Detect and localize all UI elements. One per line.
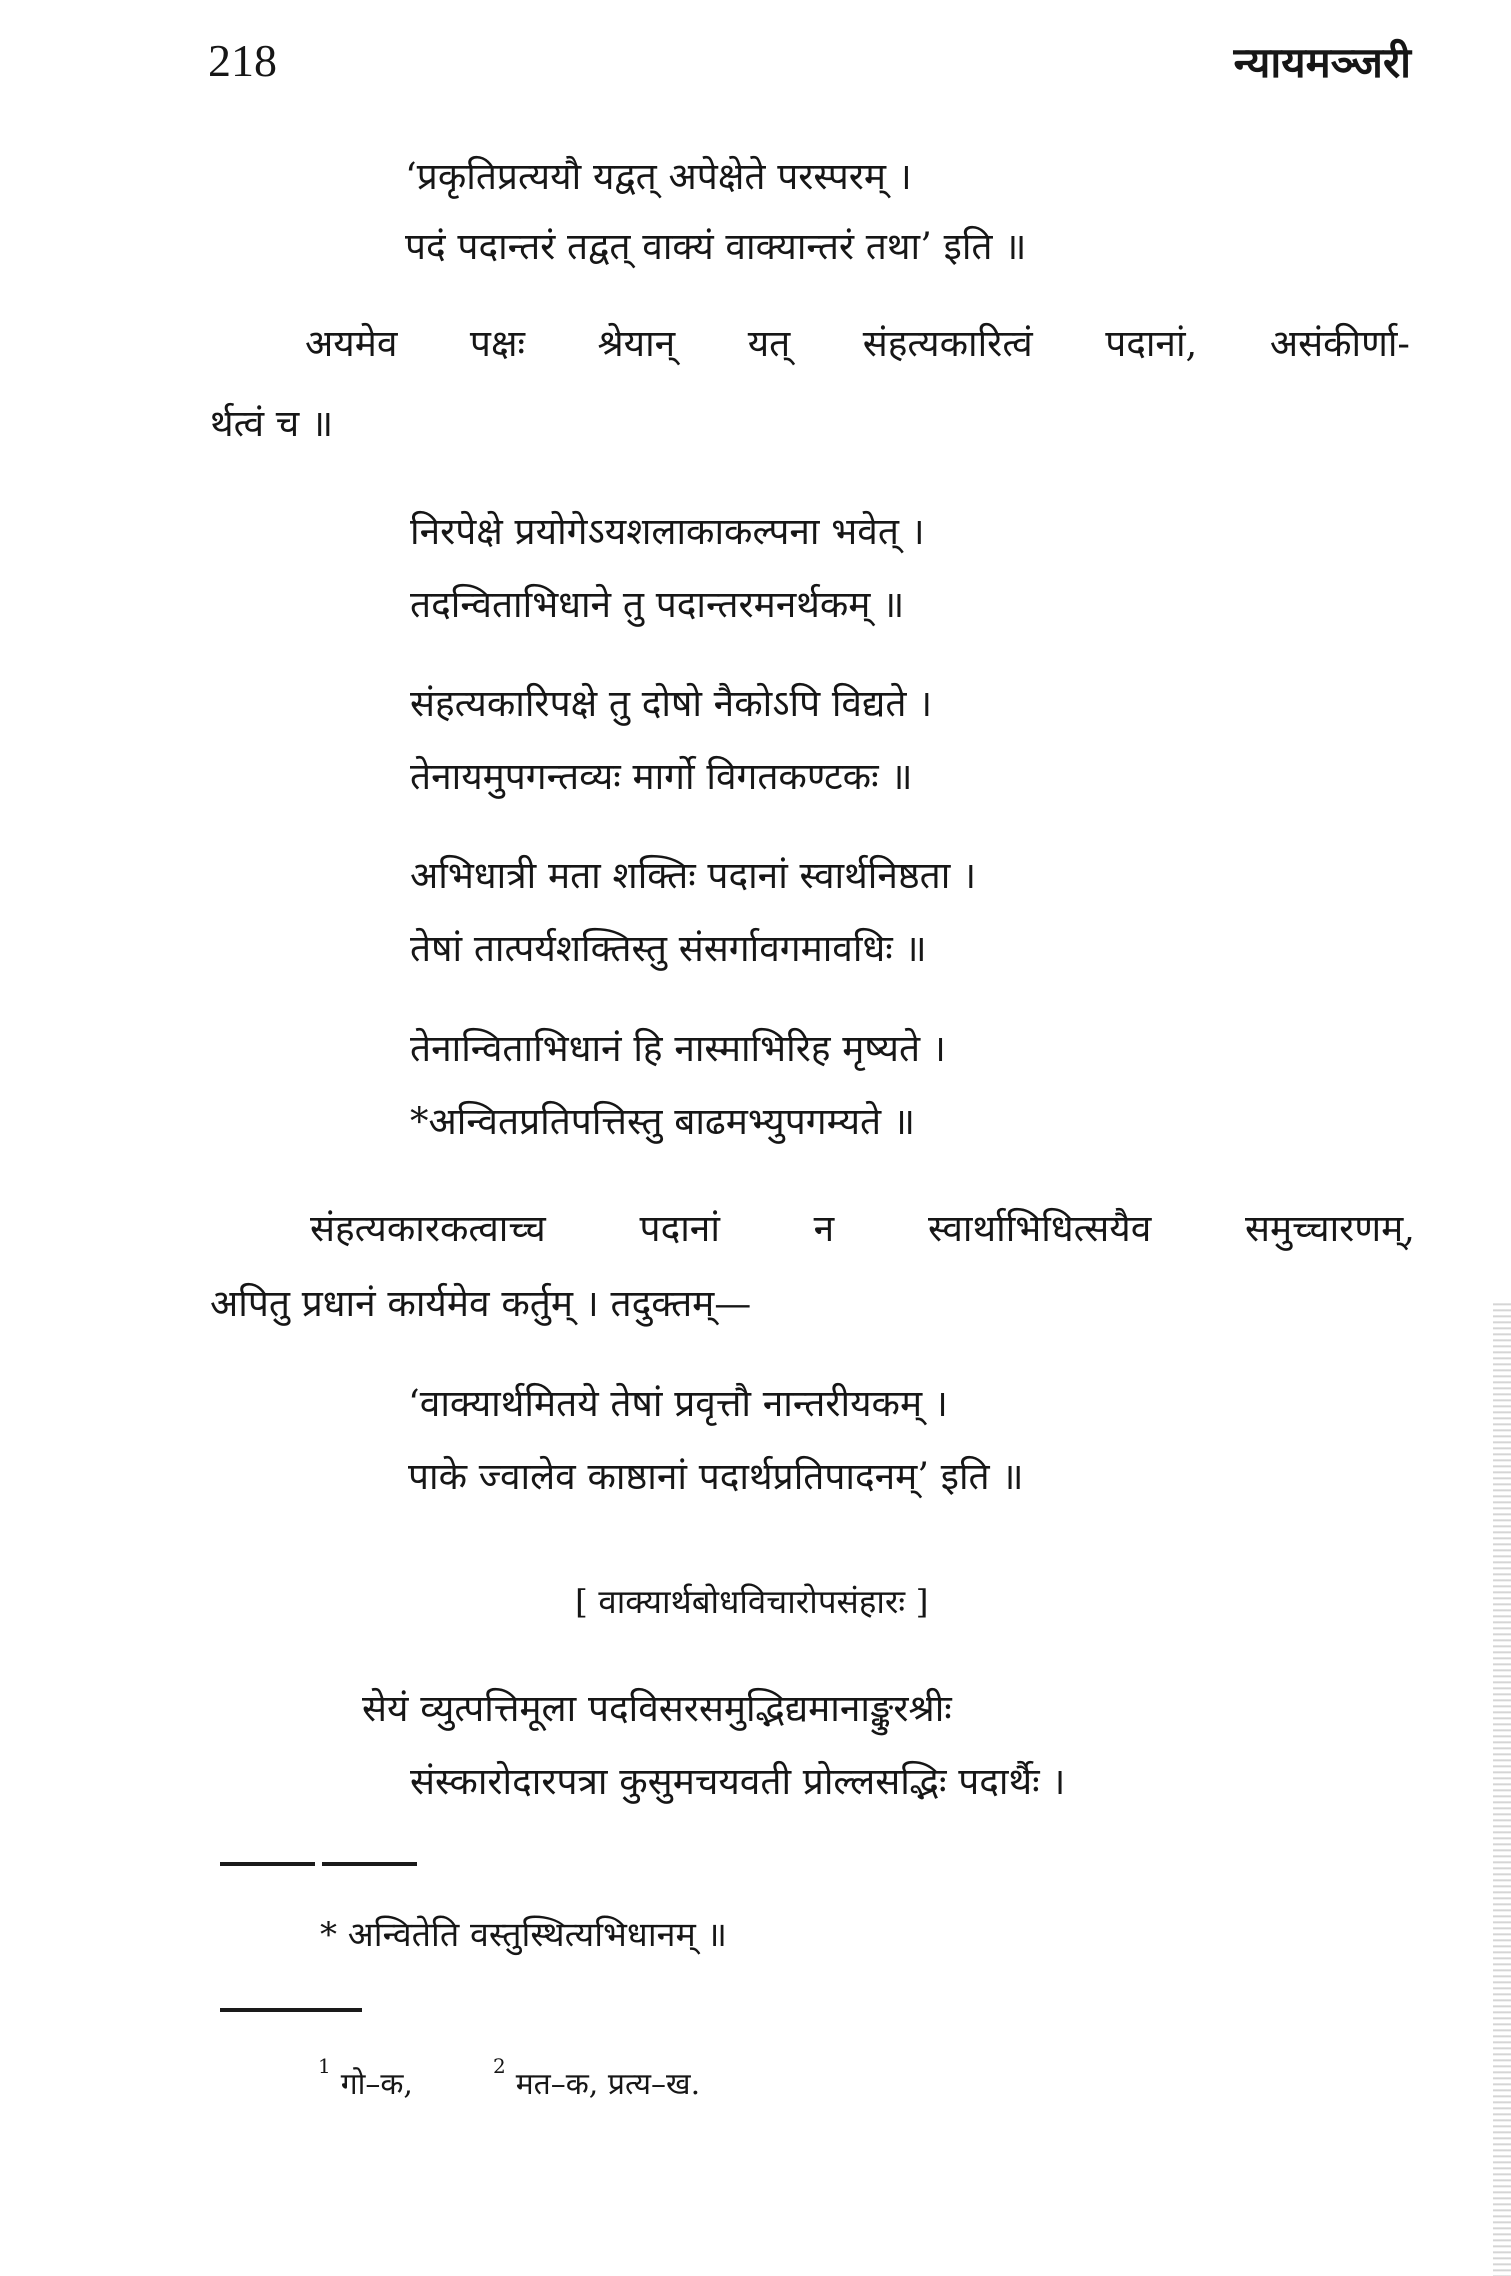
word: पदानां, [1105, 322, 1198, 365]
prose-line [305, 322, 1410, 365]
verse-line: तेनान्विताभिधानं हि नास्माभिरिह मृष्यते । [410, 1027, 946, 1070]
verse-line: तेनायमुपगन्तव्यः मार्गो विगतकण्टकः ॥ [410, 755, 913, 798]
word: असंकीर्णा- [1269, 322, 1410, 365]
prose-line: अपितु प्रधानं कार्यमेव कर्तुम् । तदुक्तम्— [210, 1282, 752, 1325]
page-edge-shadow [1493, 1300, 1511, 2276]
variant-readings [318, 2054, 701, 2102]
verse-line: निरपेक्षे प्रयोगेऽयशलाकाकल्पना भवेत् । [410, 510, 925, 553]
verse-line: *अन्वितप्रतिपत्तिस्तु बाढमभ्युपगम्यते ॥ [410, 1100, 916, 1143]
word: संहत्यकारित्वं [862, 322, 1033, 365]
verse-line: सेयं व्युत्पत्तिमूला पदविसरसमुद्भिद्यमानाङ्कुरश्रीः [362, 1687, 952, 1730]
verse-line: तेषां तात्पर्यशक्तिस्तु संसर्गावगमावधिः ॥ [410, 927, 927, 970]
verse-line: संहत्यकारिपक्षे तु दोषो नैकोऽपि विद्यते । [410, 682, 933, 725]
footnote-rule [220, 2008, 362, 2012]
word: यत् [747, 322, 791, 365]
word: न [813, 1207, 835, 1250]
word: पक्षः [469, 322, 525, 365]
section-heading: [ वाक्यार्थबोधविचारोपसंहारः ] [575, 1582, 929, 1621]
word: अयमेव [305, 322, 398, 365]
verse-line: अभिधात्री मता शक्तिः पदानां स्वार्थनिष्ठता । [410, 854, 977, 897]
verse-line: पाके ज्वालेव काष्ठानां पदार्थप्रतिपादनम्’ इति ॥ [408, 1455, 1024, 1498]
footnote-number: 1 [318, 2054, 331, 2078]
footnote-number: 2 [492, 2054, 506, 2078]
verse-line: ‘प्रकृतिप्रत्ययौ यद्वत् अपेक्षेते परस्परम् । [405, 155, 912, 198]
page-number: 218 [208, 35, 277, 86]
running-title: न्यायमञ्जरी [1233, 38, 1411, 87]
prose-line [310, 1207, 1415, 1250]
footnote-rule [322, 1862, 417, 1866]
verse-line: तदन्विताभिधाने तु पदान्तरमनर्थकम् ॥ [410, 583, 905, 626]
word: पदानां [639, 1207, 720, 1250]
prose-line: र्थत्वं च ॥ [210, 402, 334, 445]
footnote-rule [220, 1862, 315, 1866]
word: संहत्यकारकत्वाच्च [310, 1207, 546, 1250]
word: स्वार्थाभिधित्सयैव [927, 1207, 1152, 1250]
variant-text: गो–क, [340, 2067, 413, 2102]
footnote: * अन्वितेति वस्तुस्थित्यभिधानम् ॥ [320, 1915, 728, 1955]
word: श्रेयान् [597, 322, 676, 365]
word: समुच्चारणम्, [1245, 1207, 1415, 1250]
verse-line: पदं पदान्तरं तद्वत् वाक्यं वाक्यान्तरं तथा’ इति ॥ [405, 225, 1027, 268]
variant-text: मत–क, प्रत्य–ख. [515, 2067, 701, 2102]
verse-line: ‘वाक्यार्थमितये तेषां प्रवृत्तौ नान्तरीयकम् । [408, 1382, 948, 1425]
verse-line: संस्कारोदारपत्रा कुसुमचयवती प्रोल्लसद्भिः पदार्थैः । [410, 1760, 1066, 1803]
